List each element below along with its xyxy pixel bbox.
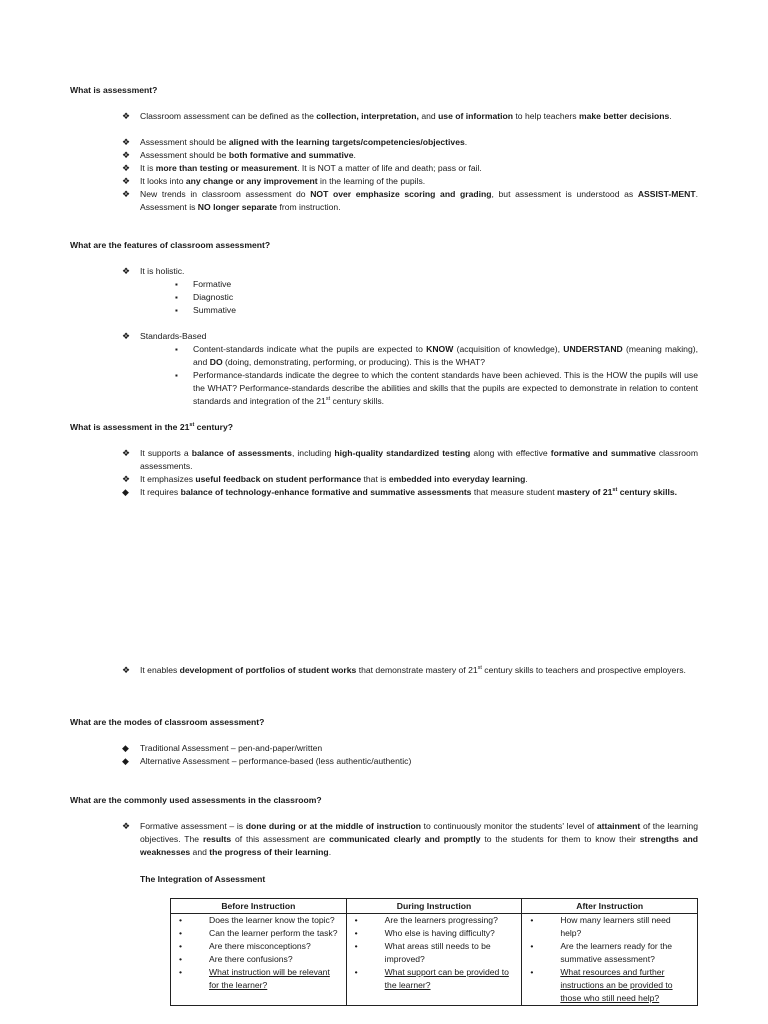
heading-features: What are the features of classroom assessment? <box>70 240 271 250</box>
sub-list-item: ▪ Summative <box>175 305 236 315</box>
list-item: • What support can be provided to the learner? <box>354 967 509 990</box>
list-item: • Can the learner perform the task? <box>179 928 338 938</box>
diamond-bullet-icon: ❖ <box>122 821 131 831</box>
list-item: • Who else is having difficulty? <box>354 928 495 938</box>
list-item: ◆ Alternative Assessment – performance-based (less authentic/authentic) <box>122 756 412 766</box>
sub-list-item: ▪ Formative <box>175 279 232 289</box>
list-item: ❖ Standards-Based <box>122 331 207 341</box>
list-item: ❖ It is holistic. <box>122 266 185 276</box>
list-item: ❖ It is more than testing or measurement. It is NOT a matter of life and death; pass or fail. <box>122 163 482 173</box>
table-cell <box>171 914 347 1006</box>
sub-list-item: ▪ Content-standards indicate what the pupils are expected to KNOW (acquisition of knowledge), UNDERSTAND (meaning making), and DO (doing, demonstrating, performing, or producing). This is the WHAT? <box>175 344 698 367</box>
diamond-bullet-icon: ❖ <box>122 163 131 173</box>
diamond-bullet-icon: ❖ <box>122 331 131 341</box>
diamond-bullet-icon: ◆ <box>122 756 129 766</box>
square-bullet-icon: ▪ <box>175 306 178 315</box>
sub-list-item: ▪ Performance-standards indicate the degree to which the content standards have been achieved. This is the HOW the pupils will use the WHAT? Performance-standards describe the abilities and skills that the pupils are expected to demonstrate in relation to content standards and integration of the 21st century skills. <box>175 370 698 406</box>
heading-common-assessments: What are the commonly used assessments in the classroom? <box>70 795 322 805</box>
diamond-bullet-icon: ❖ <box>122 665 131 675</box>
diamond-bullet-icon: ❖ <box>122 266 131 276</box>
table-cell <box>522 914 698 1006</box>
list-item: ◆ Traditional Assessment – pen-and-paper/written <box>122 743 323 753</box>
square-bullet-icon: ▪ <box>175 280 178 289</box>
sub-list-item: ▪ Diagnostic <box>175 292 234 302</box>
diamond-bullet-icon: ❖ <box>122 137 131 147</box>
column-header: Before Instruction <box>171 899 347 914</box>
list-item: • Are the learners progressing? <box>354 915 498 925</box>
list-item: ❖ Assessment should be both formative and summative. <box>122 150 356 160</box>
heading-modes: What are the modes of classroom assessment? <box>70 717 265 727</box>
heading-21st-century: What is assessment in the 21st century? <box>70 422 233 432</box>
list-item: ❖ New trends in classroom assessment do NOT over emphasize scoring and grading, but assessment is understood as ASSIST-MENT. Assessment is NO longer separate from instruction. <box>122 189 699 212</box>
list-item: ❖ It emphasizes useful feedback on student performance that is embedded into everyday learning. <box>122 474 528 484</box>
table-cell <box>346 914 522 1006</box>
list-item: ❖ It looks into any change or any improvement in the learning of the pupils. <box>122 176 426 186</box>
list-item: ❖ It enables development of portfolios of student works that demonstrate mastery of 21st century skills to teachers and prospective employers. <box>122 665 686 675</box>
square-bullet-icon: ▪ <box>175 371 178 380</box>
heading-what-is-assessment: What is assessment? <box>70 85 158 95</box>
diamond-bullet-icon: ❖ <box>122 150 131 160</box>
diamond-bullet-icon: ❖ <box>122 176 131 186</box>
list-item: • How many learners still need help? <box>530 915 671 938</box>
diamond-bullet-icon: ❖ <box>122 111 131 121</box>
list-item: • Are there misconceptions? <box>179 941 311 951</box>
diamond-bullet-icon: ❖ <box>122 474 131 484</box>
diamond-bullet-icon: ❖ <box>122 448 131 458</box>
integration-table <box>170 898 698 1006</box>
table-title: The Integration of Assessment <box>140 874 266 884</box>
square-bullet-icon: ▪ <box>175 345 178 354</box>
list-item: ◆ It requires balance of technology-enhance formative and summative assessments that measure student mastery of 21st century skills. <box>122 487 678 497</box>
diamond-bullet-icon: ◆ <box>122 487 129 497</box>
list-item: ❖ Formative assessment – is done during or at the middle of instruction to continuously monitor the students' level of attainment of the learning objectives. The results of this assessment are communicated clearly and promptly to the students for them to know their strengths and weaknesses and the progress of their learning. <box>122 821 699 857</box>
list-item: ❖ Assessment should be aligned with the learning targets/competencies/objectives. <box>122 137 468 147</box>
diamond-bullet-icon: ❖ <box>122 189 131 199</box>
list-item: • What instruction will be relevant for the learner? <box>179 967 330 990</box>
list-item: ❖ It supports a balance of assessments, including high-quality standardized testing along with effective formative and summative classroom assessments. <box>122 448 698 471</box>
list-item: • What resources and further instructions an be provided to those who still need help? <box>530 967 673 1003</box>
list-item: • Are the learners ready for the summative assessment? <box>530 941 673 964</box>
list-item: • Does the learner know the topic? <box>179 915 335 925</box>
list-item: • Are there confusions? <box>179 954 293 964</box>
diamond-bullet-icon: ◆ <box>122 743 129 753</box>
list-item: ❖ Classroom assessment can be defined as the collection, interpretation, and use of information to help teachers make better decisions. <box>122 111 672 121</box>
square-bullet-icon: ▪ <box>175 293 178 302</box>
column-header: After Instruction <box>522 899 698 914</box>
column-header: During Instruction <box>346 899 522 914</box>
list-item: • What areas still needs to be improved? <box>354 941 491 964</box>
